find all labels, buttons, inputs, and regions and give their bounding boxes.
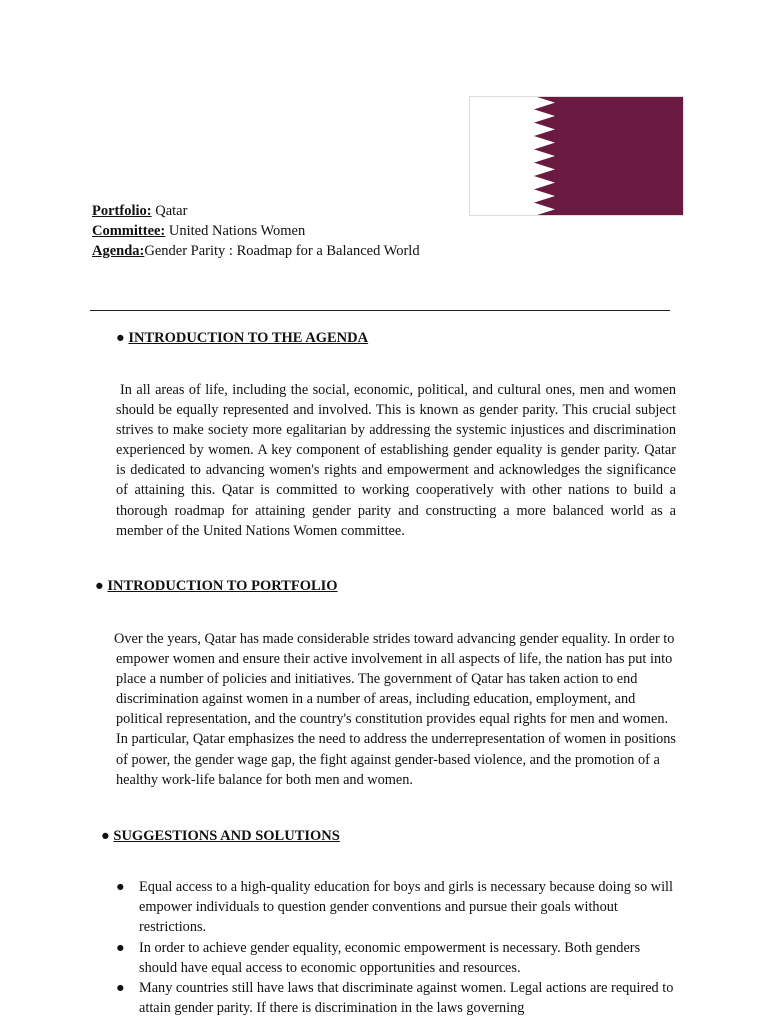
committee-label: Committee: [92, 223, 166, 239]
committee-line [92, 221, 420, 241]
heading-text: SUGGESTIONS AND SOLUTIONS [113, 828, 340, 844]
flag-white-band [469, 96, 555, 216]
list-item-text: Equal access to a high-quality education for boys and girls is necessary because doing so will empower individuals to question gender conventions and pursue their goals without restrictions. [139, 879, 674, 936]
heading-introduction-agenda [116, 330, 368, 347]
qatar-flag-icon [469, 96, 684, 216]
heading-text: INTRODUCTION TO PORTFOLIO [107, 578, 338, 594]
portfolio-value: Qatar [151, 203, 188, 219]
heading-suggestions-solutions [101, 828, 340, 845]
portfolio-line [92, 201, 420, 221]
bullet-icon: ● [101, 828, 110, 844]
agenda-label: Agenda: [92, 243, 145, 259]
agenda-line [92, 241, 420, 261]
bullet-icon: ● [116, 330, 125, 346]
suggestions-list [116, 877, 676, 1018]
heading-text: INTRODUCTION TO THE AGENDA [128, 330, 369, 346]
list-item [116, 877, 676, 938]
bullet-icon: ● [95, 578, 104, 594]
document-meta [92, 201, 420, 261]
bullet-icon: ● [116, 939, 125, 956]
bullet-icon: ● [116, 879, 125, 895]
portfolio-paragraph: Over the years, Qatar has made considerable strides toward advancing gender equality. In order to empower women and ensure their active involvement in all aspects of life, the nation has put into place a number of policies and initiatives. The government of Qatar has taken action to end discrimination against women in a number of areas, including education, employment, and political representation, and the country's constitution provides equal rights for men and women. In particular, Qatar emphasizes the need to address the underrepresentation of women in positions of power, the gender wage gap, the fight against gender-based violence, and the promotion of a healthy work-life balance for both men and women. [114, 631, 677, 788]
heading-introduction-portfolio [95, 578, 338, 595]
list-item [116, 978, 676, 1018]
list-item-text: Many countries still have laws that discriminate against women. Legal actions are required to attain gender parity. If there is discrimination in the laws governing [139, 980, 674, 1017]
horizontal-divider [90, 310, 670, 311]
agenda-value: Gender Parity : Roadmap for a Balanced World [144, 243, 420, 259]
list-item-text: In order to achieve gender equality, economic empowerment is necessary. Both genders should have equal access to economic opportunities and resources. [139, 939, 641, 976]
committee-value: United Nations Women [165, 223, 306, 239]
bullet-icon: ● [116, 980, 125, 997]
list-item [116, 938, 676, 978]
agenda-paragraph: In all areas of life, including the social, economic, political, and cultural ones, men and women should be equally represented and involved. This is known as gender parity. This crucial subject strives to make society more egalitarian by addressing the systemic injustices and discrimination experienced by women. A key component of establishing gender equality is gender parity. Qatar is dedicated to advancing women's rights and empowerment and acknowledges the significance of attaining this. Qatar is committed to working cooperatively with other nations to build a thorough roadmap for attaining gender parity and constructing a more balanced world as a member of the United Nations Women committee. [116, 382, 676, 539]
portfolio-label: Portfolio: [92, 203, 152, 219]
